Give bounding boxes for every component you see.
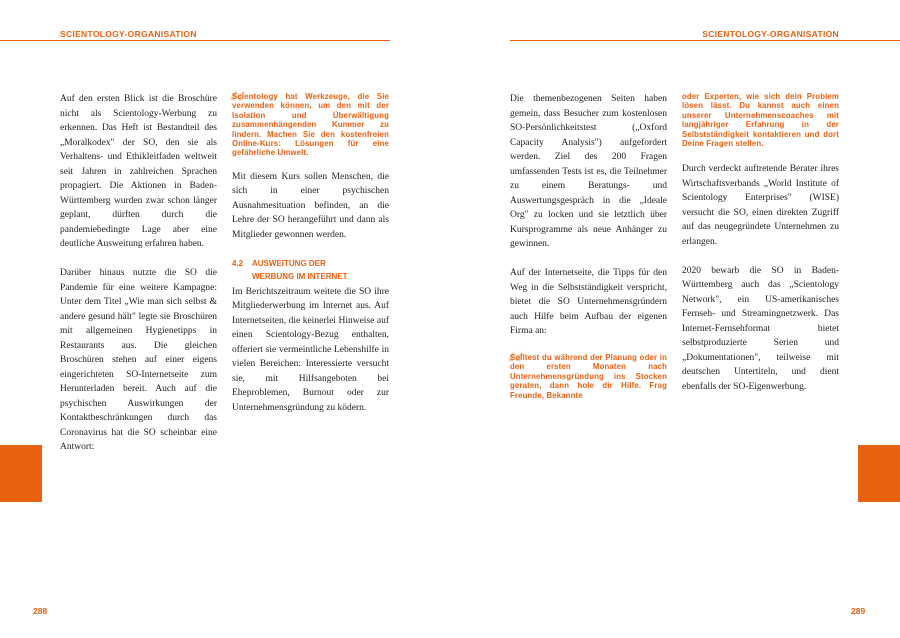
right-column-2 bbox=[682, 92, 839, 409]
paragraph: Auf der Internetseite, die Tipps für den Weg in die Selbstständigkeit verspricht, bietet die SO Unternehmensgründern auch Hilfe beim Aufbau der eigenen Firma an: bbox=[510, 268, 667, 336]
pull-quote-text: Solltest du während der Planung oder in den ersten Monaten nach Unternehmensgründung ins Stocken geraten, dann hole dir Hilfe. Frag Freunde, Bekannte bbox=[510, 353, 667, 400]
paragraph: Auf den ersten Blick ist die Broschüre nicht als Scientology-Werbung zu erkennen. Das Heft ist Bestandteil des „Moralkodex" der SO, den sie als Verhaltens- und Ethikleitfaden weltweit seit Jahren in zahlreichen Sprachen propagiert. Die Aktionen in Baden-Württemberg wurden zwar schon länger geplant, dürften durch die pandemiebedingte Lage aber eine deutliche Ausweitung erfahren haben. bbox=[60, 94, 217, 249]
page-number: 288 bbox=[33, 606, 48, 616]
paragraph: Durch verdeckt auftretende Berater ihres Wirtschaftsverbands „World Institute of Scientology Enterprises" (WISE) versucht die SO, einen direkten Zugriff auf das neugegründete Unternehmen zu erlangen. bbox=[682, 164, 839, 247]
pull-quote bbox=[506, 346, 667, 400]
section-title-line1: AUSWEITUNG DER bbox=[252, 258, 326, 268]
pull-quote-text: Scientology hat Werkzeuge, die Sie verwenden können, um den mit der Isolation und Überwältigung zusammenhängenden Kummer zu lindern. Machen Sie den kostenfreien Online-Kurs: Lösungen für eine gefährliche Umwelt. bbox=[232, 92, 389, 158]
header-rule bbox=[510, 40, 900, 41]
paragraph: Im Berichtszeitraum weitete die SO ihre Mitgliederwerbung im Internet aus. Auf Internetseiten, die keinerlei Hinweise auf einen Scientology-Bezug enthalten, offeriert sie vermeintliche Lebenshilfe in vielen Bereichen: Interessierte versucht sie, mit Hilfsangeboten bei Eheproblemen, Burnout oder zur Unternehmensgründung zu ködern. bbox=[232, 286, 389, 413]
pull-quote bbox=[228, 85, 389, 158]
running-header: SCIENTOLOGY-ORGANISATION bbox=[702, 29, 839, 39]
section-heading bbox=[232, 257, 389, 283]
chapter-tab bbox=[858, 445, 900, 502]
paragraph: Darüber hinaus nutzte die SO die Pandemie für eine weitere Kampagne: Unter dem Titel „Wie man sich selbst & andere gesund hält" legte sie Broschüren mit allgemeinen Hygienetipps in Restaurants aus. Die gleichen Broschüren stehen auf einer eigens eingerichteten SO-Internetseite zum Herunterladen bereit. Auch auf die psychischen Auswirkungen der Kontaktbeschränkungen durch das Coronavirus hat die SO scheinbar eine Antwort: bbox=[60, 268, 217, 452]
left-column-2 bbox=[228, 85, 389, 430]
pull-quote-text: oder Experten, wie sich dein Problem lösen lässt. Du kannst auch einen unserer Unternehmenscoaches mit langjähriger Erfahrung in der Selbstständigkeit kontaktieren und dort Deine Fragen stellen. bbox=[682, 92, 839, 149]
quote-mark-icon: “ bbox=[506, 346, 526, 386]
pull-quote-continued bbox=[682, 92, 839, 148]
running-header: SCIENTOLOGY-ORGANISATION bbox=[60, 29, 197, 39]
paragraph: 2020 bewarb die SO in Baden-Württemberg auch das „Scientology Network", ein US-amerikanisches Fernseh- und Streamingnetzwerk. Das Internet-Fernsehformat bietet selbstproduzierte Serien und „Dokumentationen", teilweise mit deutschen Untertiteln, und dient ebenfalls der SO-Eigenwerbung. bbox=[682, 265, 839, 392]
left-column-1 bbox=[60, 92, 217, 469]
header-rule bbox=[0, 40, 390, 41]
page-number: 289 bbox=[851, 606, 866, 616]
section-number: 4.2 bbox=[232, 258, 244, 268]
chapter-tab bbox=[0, 445, 42, 502]
right-page bbox=[450, 0, 900, 638]
quote-mark-icon: “ bbox=[228, 85, 248, 125]
paragraph: Die themenbezogenen Seiten haben gemein, dass Besucher zum kostenlosen SO-Persönlichkeitstest („Oxford Capacity Analysis") aufgefordert werden. Ziel des 200 Fragen umfassenden Tests ist es, die Teilnehmer zu einem Beratungs- und Auswertungsgespräch in die „Ideale Org" zu locken und sie letztlich über Kursprogramme als neue Anhänger zu gewinnen. bbox=[510, 94, 667, 249]
paragraph: Mit diesem Kurs sollen Menschen, die sich in einer psychischen Ausnahmesituation befinden, an die Lehre der SO herangeführt und dann als Mitglieder gewonnen werden. bbox=[232, 171, 389, 240]
right-column-1 bbox=[506, 92, 667, 400]
section-title-line2: WERBUNG IM INTERNET bbox=[252, 271, 348, 281]
